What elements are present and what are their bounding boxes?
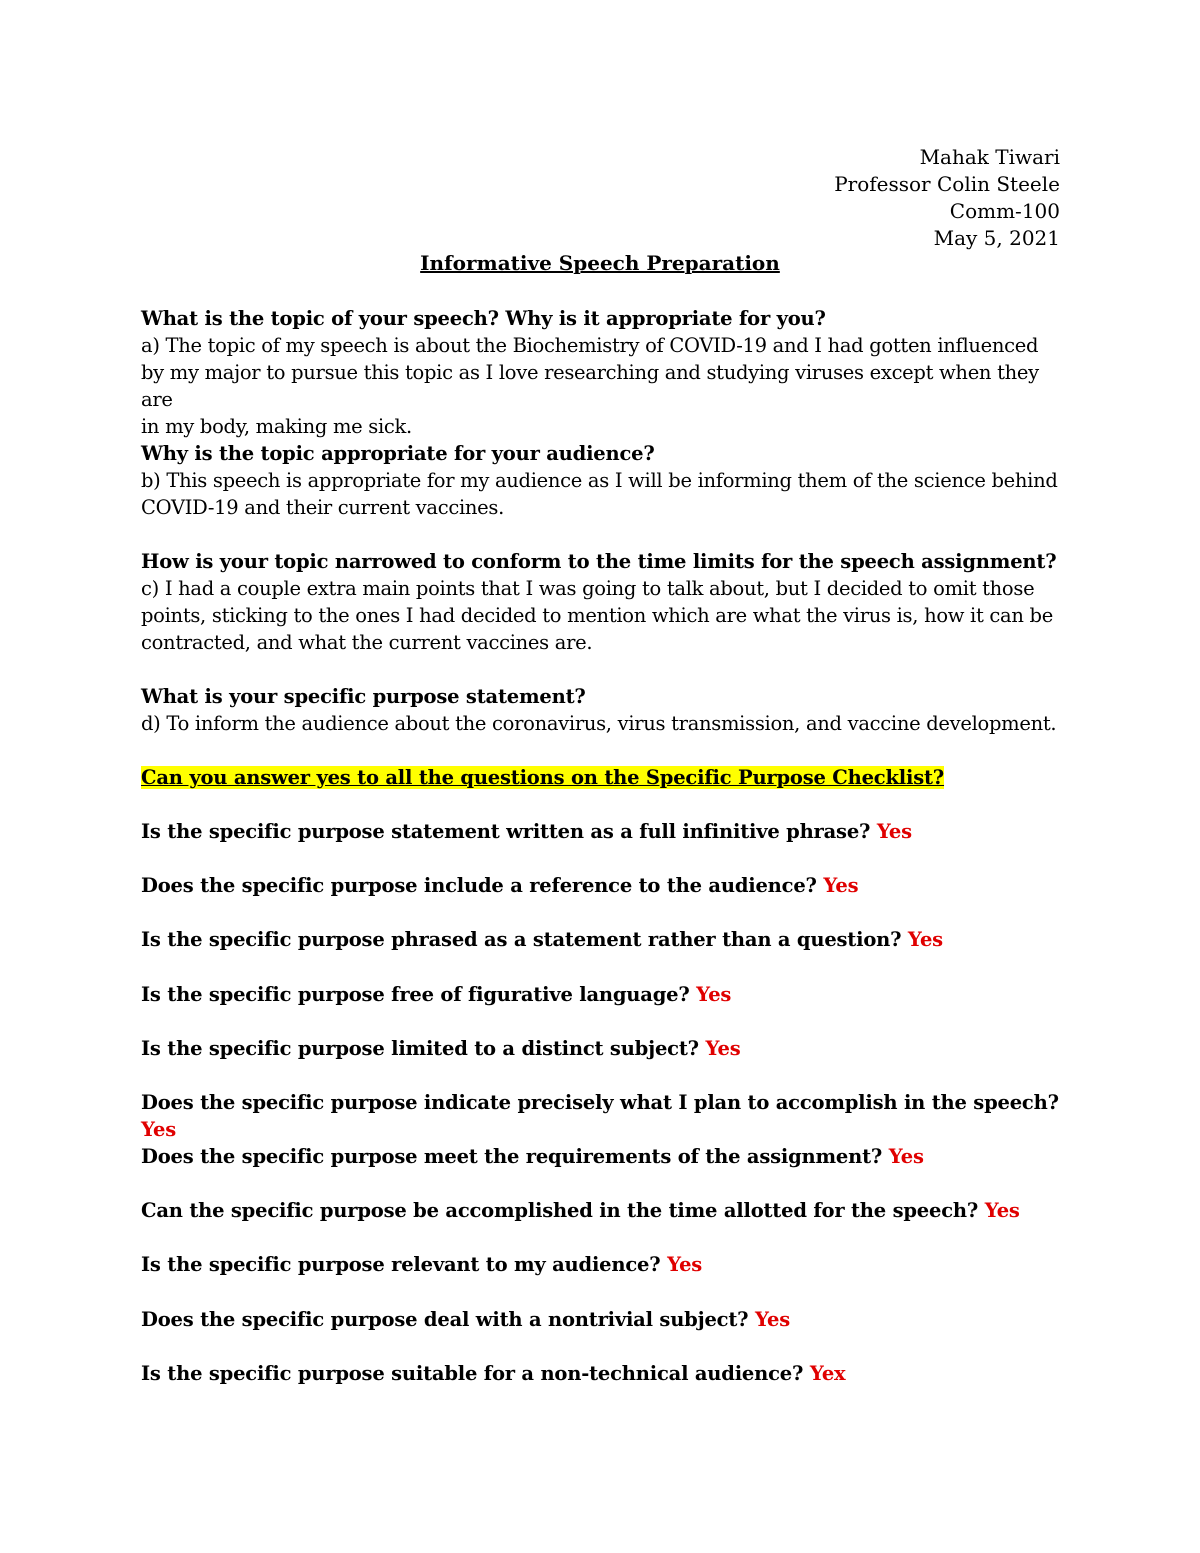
checklist-answer: Yes — [984, 1199, 1020, 1222]
checklist-question: Is the specific purpose limited to a distinct subject? — [141, 1037, 699, 1060]
checklist-question: Can the specific purpose be accomplished in the time allotted for the speech? — [141, 1199, 979, 1222]
qa-answer-line: c) I had a couple extra main points that I was going to talk about, but I decided to omit those — [141, 577, 1035, 600]
document-title: Informative Speech Preparation — [420, 251, 780, 275]
checklist-item — [141, 981, 1071, 1008]
checklist-answer: Yes — [888, 1145, 924, 1168]
checklist-question: Does the specific purpose include a reference to the audience? — [141, 874, 817, 897]
checklist-answer: Yes — [696, 983, 732, 1006]
qa-answer-line: d) To inform the audience about the coronavirus, virus transmission, and vaccine development. — [141, 712, 1057, 735]
qa-answer-line: b) This speech is appropriate for my audience as I will be informing them of the science behind — [141, 469, 1058, 492]
checklist-item — [141, 1143, 1071, 1170]
qa-answer-line: a) The topic of my speech is about the Biochemistry of COVID-19 and I had gotten influenced — [141, 334, 1039, 357]
checklist-question: Does the specific purpose meet the requirements of the assignment? — [141, 1145, 883, 1168]
author-name: Mahak Tiwari — [919, 145, 1060, 169]
qa-item — [141, 440, 1071, 521]
qa-question: What is your specific purpose statement? — [141, 685, 586, 708]
checklist-item — [141, 872, 1071, 899]
checklist-item — [141, 926, 1071, 953]
checklist-heading-row — [141, 764, 1071, 791]
checklist-answer: Yex — [809, 1362, 846, 1385]
checklist-question: Is the specific purpose phrased as a statement rather than a question? — [141, 928, 902, 951]
qa-item — [141, 683, 1071, 737]
qa-answer-line: by my major to pursue this topic as I love researching and studying viruses except when they are — [141, 361, 1039, 411]
qa-item — [141, 548, 1071, 656]
checklist-question: Does the specific purpose deal with a nontrivial subject? — [141, 1308, 749, 1331]
course-code: Comm-100 — [949, 199, 1060, 223]
checklist-item — [141, 1197, 1071, 1224]
qa-question: Why is the topic appropriate for your audience? — [141, 442, 655, 465]
checklist-item — [141, 1360, 1071, 1387]
header-block — [834, 144, 1060, 252]
checklist-answer: Yes — [667, 1253, 703, 1276]
checklist-answer: Yes — [823, 874, 859, 897]
checklist-heading: Can you answer yes to all the questions on the Specific Purpose Checklist? — [141, 766, 945, 789]
checklist-question: Is the specific purpose statement written as a full infinitive phrase? — [141, 820, 871, 843]
checklist-item — [141, 1089, 1071, 1143]
qa-question: How is your topic narrowed to conform to the time limits for the speech assignment? — [141, 550, 1057, 573]
checklist-answer: Yes — [754, 1308, 790, 1331]
checklist-answer: Yes — [876, 820, 912, 843]
qa-question: What is the topic of your speech? Why is it appropriate for you? — [141, 307, 826, 330]
checklist-question: Does the specific purpose indicate precisely what I plan to accomplish in the speech? — [141, 1091, 1059, 1114]
checklist-question: Is the specific purpose relevant to my audience? — [141, 1253, 661, 1276]
checklist-answer: Yes — [141, 1118, 177, 1141]
qa-answer-line: COVID-19 and their current vaccines. — [141, 496, 504, 519]
qa-item — [141, 305, 1071, 440]
checklist-question: Is the specific purpose free of figurative language? — [141, 983, 690, 1006]
document-date: May 5, 2021 — [933, 226, 1060, 250]
qa-answer-line: contracted, and what the current vaccines are. — [141, 631, 593, 654]
checklist-question: Is the specific purpose suitable for a non-technical audience? — [141, 1362, 804, 1385]
professor-name: Professor Colin Steele — [834, 172, 1060, 196]
checklist-item — [141, 1251, 1071, 1278]
checklist-answer: Yes — [907, 928, 943, 951]
qa-answer-line: in my body, making me sick. — [141, 415, 412, 438]
qa-answer-line: points, sticking to the ones I had decided to mention which are what the virus is, how it can be — [141, 604, 1053, 627]
checklist-item — [141, 1306, 1071, 1333]
checklist-item — [141, 1035, 1071, 1062]
checklist-item — [141, 818, 1071, 845]
checklist-answer: Yes — [705, 1037, 741, 1060]
